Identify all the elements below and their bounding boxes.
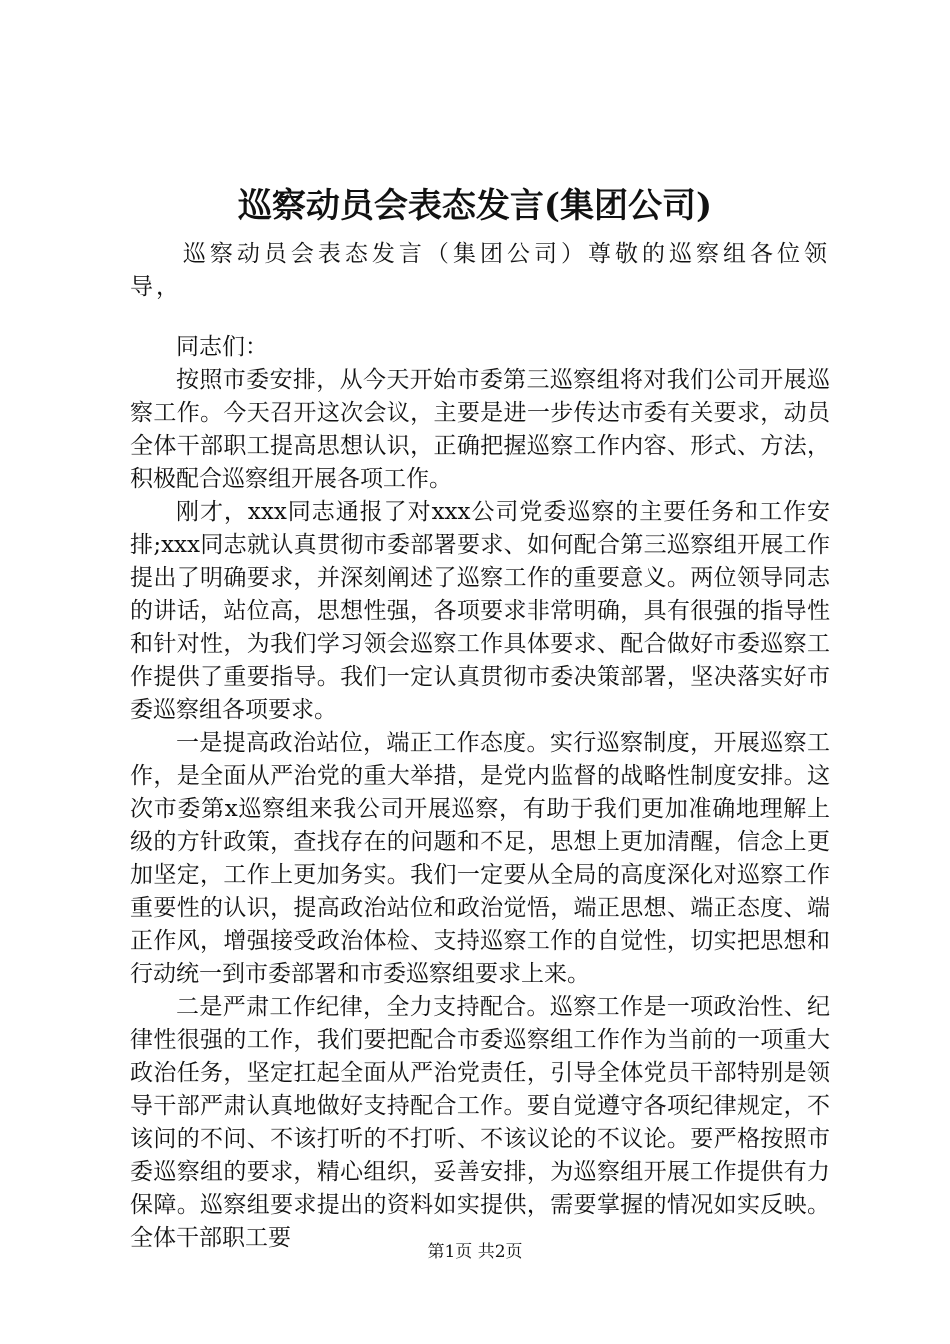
document-title: 巡察动员会表态发言(集团公司): [237, 186, 713, 226]
document-body: [130, 238, 830, 1255]
paragraph: 按照市委安排，从今天开始市委第三巡察组将对我们公司开展巡察工作。今天召开这次会议，主要是进一步传达市委有关要求，动员全体干部职工提高思想认识，正确把握巡察工作内容、形式、方法，积极配合巡察组开展各项工作。: [130, 367, 830, 492]
paragraph: 一是提高政治站位，端正工作态度。实行巡察制度，开展巡察工作，是全面从严治党的重大举措，是党内监督的战略性制度安排。这次市委第x巡察组来我公司开展巡察，有助于我们更加准确地理解上级的方针政策，查找存在的问题和不足，思想上更加清醒，信念上更加坚定，工作上更加务实。我们一定要从全局的高度深化对巡察工作重要性的认识，提高政治站位和政治觉悟，端正思想、端正态度、端正作风，增强接受政治体检、支持巡察工作的自觉性，切实把思想和行动统一到市委部署和市委巡察组要求上来。: [130, 730, 830, 987]
paragraph: 刚才，xxx同志通报了对xxx公司党委巡察的主要任务和工作安排;xxx同志就认真贯彻市委部署要求、如何配合第三巡察组开展工作提出了明确要求，并深刻阐述了巡察工作的重要意义。两位领导同志的讲话，站位高，思想性强，各项要求非常明确，具有很强的指导性和针对性，为我们学习领会巡察工作具体要求、配合做好市委巡察工作提供了重要指导。我们一定认真贯彻市委决策部署，坚决落实好市委巡察组各项要求。: [130, 499, 830, 723]
page-footer: 第1页 共2页: [427, 1242, 523, 1262]
paragraph: 二是严肃工作纪律，全力支持配合。巡察工作是一项政治性、纪律性很强的工作，我们要把配合市委巡察组工作作为当前的一项重大政治任务，坚定扛起全面从严治党责任，引导全体党员干部特别是领导干部严肃认真地做好支持配合工作。要自觉遵守各项纪律规定，不该问的不问、不该打听的不打听、不该议论的不议论。要严格按照市委巡察组的要求，精心组织，妥善安排，为巡察组开展工作提供有力保障。巡察组要求提出的资料如实提供，需要掌握的情况如实反映。全体干部职工要: [130, 994, 830, 1251]
paragraph-lead: 巡察动员会表态发言（集团公司）尊敬的巡察组各位领导，: [130, 241, 830, 300]
paragraph-greeting: 同志们：: [176, 334, 268, 360]
